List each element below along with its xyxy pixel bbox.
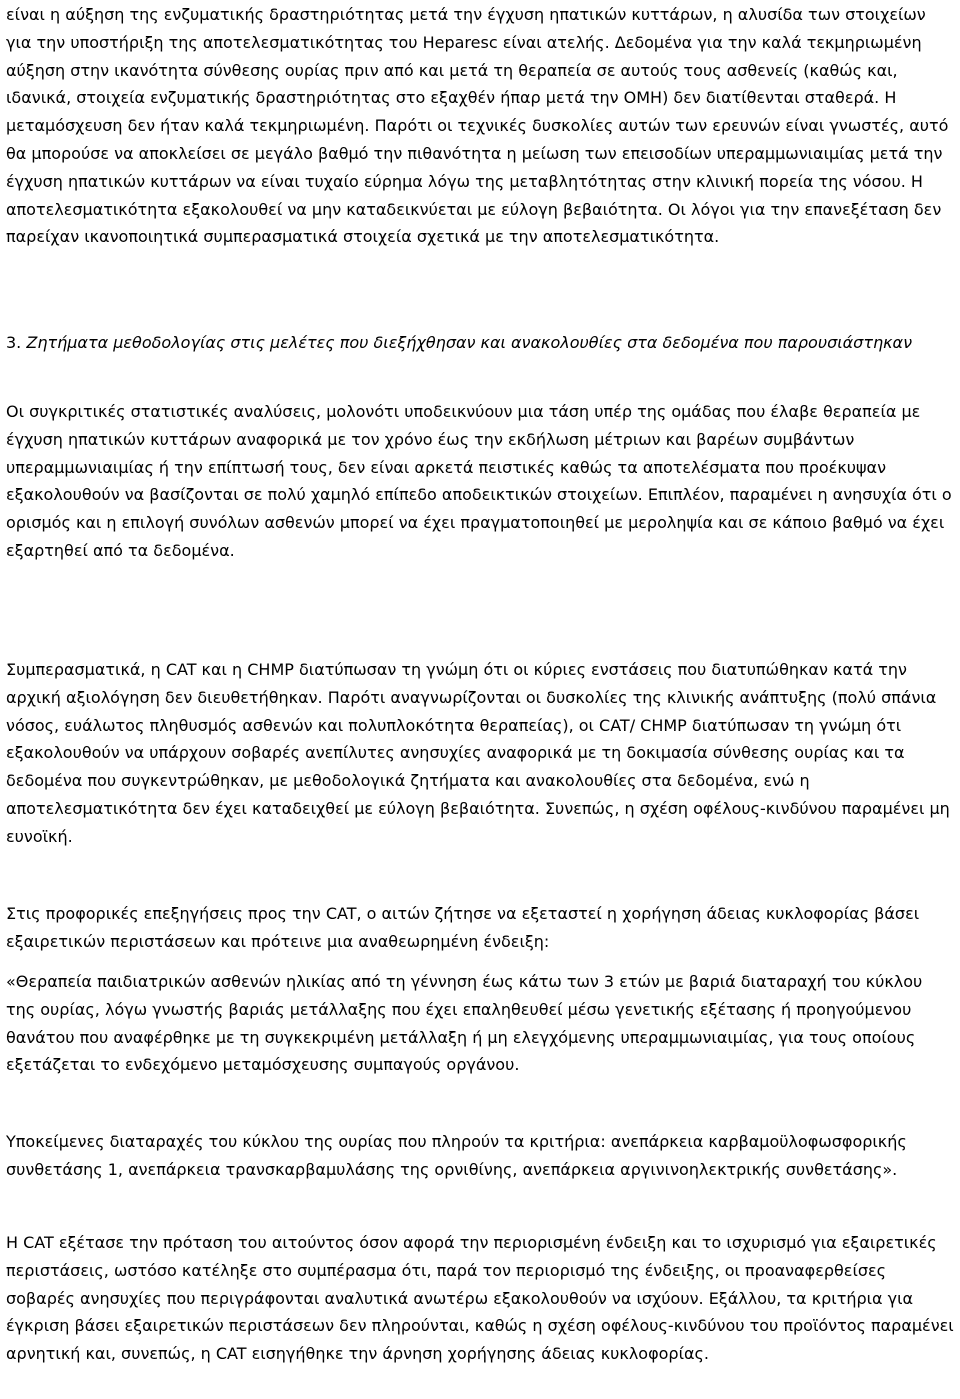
paragraph-oral-explanations: Στις προφορικές επεξηγήσεις προς την CAT, ο αιτών ζήτησε να εξεταστεί η χορήγηση άδειας κυκλοφορίας βάσει εξαιρετικών περιστάσεων και πρότεινε μια αναθεωρημένη ένδειξη:	[6, 904, 920, 951]
paragraph-efficacy-evidence: είναι η αύξηση της ενζυματικής δραστηριότητας μετά την έγχυση ηπατικών κυττάρων, η αλυσίδα των στοιχείων για την υποστήριξη της αποτελεσματικότητας του Heparesc είναι ατελής. Δεδομένα για την καλά τεκμηριωμένη αύξηση στην ικανότητα σύνθεσης ουρίας πριν από και μετά τη θεραπεία σε αυτούς τους ασθενείς (καθώς και, ιδανικά, στοιχεία ενζυματικής δραστηριότητας στο εξαχθέν ήπαρ μετά την ΟΜΗ) δεν διατίθενται σταθερά. Η μεταμόσχευση δεν ήταν καλά τεκμηριωμένη. Παρότι οι τεχνικές δυσκολίες αυτών των ερευνών είναι γνωστές, αυτό θα μπορούσε να αποκλείσει σε μεγάλο βαθμό την πιθανότητα η μείωση των επεισοδίων υπεραμμωνιαιμίας μετά την έγχυση ηπατικών κυττάρων να είναι τυχαίο εύρημα λόγω της μεταβλητότητας στην κλινική πορεία της νόσου. Η αποτελεσματικότητα εξακολουθεί να μην καταδεικνύεται με εύλογη βεβαιότητα. Οι λόγοι για την επανεξέταση δεν παρείχαν ικανοποιητικά συμπερασματικά στοιχεία σχετικά με την αποτελεσματικότητα.	[6, 5, 949, 247]
section-3-title: Ζητήματα μεθοδολογίας στις μελέτες που διεξήχθησαν και ανακολουθίες στα δεδομένα που παρουσιάστηκαν	[26, 333, 912, 352]
paragraph-proposed-indication: «Θεραπεία παιδιατρικών ασθενών ηλικίας από τη γέννηση έως κάτω των 3 ετών με βαριά διαταραχή του κύκλου της ουρίας, λόγω γνωστής βαριάς μετάλλαξης που έχει επαληθευθεί μέσω γενετικής εξέτασης ή προηγούμενου θανάτου που αναφέρθηκε με τη συγκεκριμένη μετάλλαξη ή μη ελεγχόμενης υπεραμμωνιαιμίας, για τους οποίους εξετάζεται το ενδεχόμενο μεταμόσχευσης συμπαγούς οργάνου.	[6, 972, 923, 1075]
paragraph-statistical-analyses: Οι συγκριτικές στατιστικές αναλύσεις, μολονότι υποδεικνύουν μια τάση υπέρ της ομάδας που έλαβε θεραπεία με έγχυση ηπατικών κυττάρων αναφορικά με τον χρόνο έως την εκδήλωση μέτριων και βαρέων συμβάντων υπεραμμωνιαιμίας ή την επίπτωσή τους, δεν είναι αρκετά πειστικές καθώς τα αποτελέσματα που προέκυψαν εξακολουθούν να βασίζονται σε πολύ χαμηλό επίπεδο αποδεικτικών στοιχείων. Επιπλέον, παραμένει η ανησυχία ότι ο ορισμός και η επιλογή συνόλων ασθενών μπορεί να έχει πραγματοποιηθεί με μεροληψία και σε κάποιο βαθμό να έχει εξαρτηθεί από τα δεδομένα.	[6, 402, 952, 560]
paragraph-underlying-disorders: Υποκείμενες διαταραχές του κύκλου της ουρίας που πληρούν τα κριτήρια: ανεπάρκεια καρβαμοϋλοφωσφορικής συνθετάσης 1, ανεπάρκεια τρανσκαρβαμυλάσης της ορνιθίνης, ανεπάρκεια αργινινοηλεκτρικής συνθετάσης».	[6, 1132, 907, 1179]
paragraph-conclusion: Συμπερασματικά, η CAT και η CHMP διατύπωσαν τη γνώμη ότι οι κύριες ενστάσεις που διατυπώθηκαν κατά την αρχική αξιολόγηση δεν διευθετήθηκαν. Παρότι αναγνωρίζονται οι δυσκολίες της κλινικής ανάπτυξης (πολύ σπάνια νόσος, ευάλωτος πληθυσμός ασθενών και πολυπλοκότητα θεραπείας), οι CAT/ CHMP διατύπωσαν τη γνώμη ότι εξακολουθούν να υπάρχουν σοβαρές ανεπίλυτες ανησυχίες αναφορικά με τη δοκιμασία σύνθεσης ουρίας και τα δεδομένα που συγκεντρώθηκαν, με μεθοδολογικά ζητήματα και ανακολουθίες στα δεδομένα, ενώ η αποτελεσματικότητα δεν έχει καταδειχθεί με εύλογη βεβαιότητα. Συνεπώς, η σχέση οφέλους-κινδύνου παραμένει μη ευνοϊκή.	[6, 660, 950, 846]
section-3-heading	[6, 329, 954, 357]
section-3-number: 3.	[6, 333, 22, 352]
paragraph-cat-decision: Η CAT εξέτασε την πρόταση του αιτούντος όσον αφορά την περιορισμένη ένδειξη και το ισχυρισμό για εξαιρετικές περιστάσεις, ωστόσο κατέληξε στο συμπέρασμα ότι, παρά τον περιορισμό της ένδειξης, οι προαναφερθείσες σοβαρές ανησυχίες που περιγράφονται αναλυτικά ανωτέρω εξακολουθούν να ισχύουν. Εξάλλου, τα κριτήρια για έγκριση βάσει εξαιρετικών περιστάσεων δεν πληρούνται, καθώς η σχέση οφέλους-κινδύνου του προϊόντος παραμένει αρνητική και, συνεπώς, η CAT εισηγήθηκε την άρνηση χορήγησης άδειας κυκλοφορίας.	[6, 1233, 954, 1364]
